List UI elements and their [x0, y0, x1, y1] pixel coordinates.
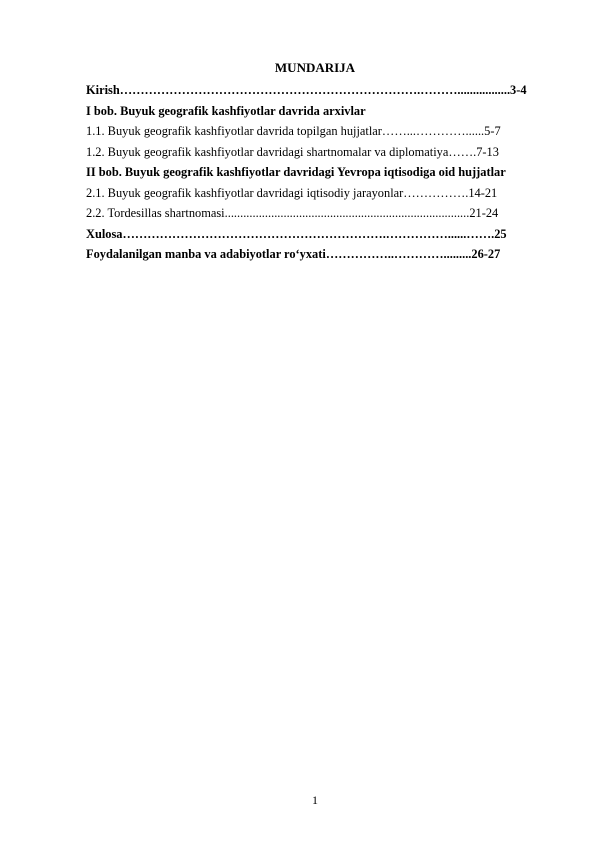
toc-entry-kirish: Kirish……………………………………………………………….……….................3-4 — [86, 83, 527, 97]
toc-entry-1-2: 1.2. Buyuk geografik kashfiyotlar davridagi shartnomalar va diplomatiya…….7-13 — [86, 144, 499, 159]
toc-chapter-2-heading: II bob. Buyuk geografik kashfiyotlar davridagi Yevropa iqtisodiga oid hujjatlar — [86, 165, 506, 179]
page-number: 1 — [312, 793, 318, 807]
toc-entry-2-1: 2.1. Buyuk geografik kashfiyotlar davridagi iqtisodiy jarayonlar…………….14-21 — [86, 185, 498, 200]
toc-entry-1-1: 1.1. Buyuk geografik kashfiyotlar davrida topilgan hujjatlar……...…………......5-7 — [86, 124, 501, 138]
toc-entry-bibliography: Foydalanilgan manba va adabiyotlar ro‘yxati……………..………….........26-27 — [86, 247, 501, 261]
toc-chapter-1-heading: I bob. Buyuk geografik kashfiyotlar davrida arxivlar — [86, 103, 366, 118]
toc-entry-xulosa: Xulosa……………………………………………………….……………......…….25 — [86, 226, 507, 241]
table-of-contents — [86, 80, 556, 265]
toc-entry-2-2: 2.2. Tordesillas shartnomasi...............................................................................21-24 — [86, 206, 499, 220]
page-title: MUNDARIJA — [274, 60, 356, 75]
